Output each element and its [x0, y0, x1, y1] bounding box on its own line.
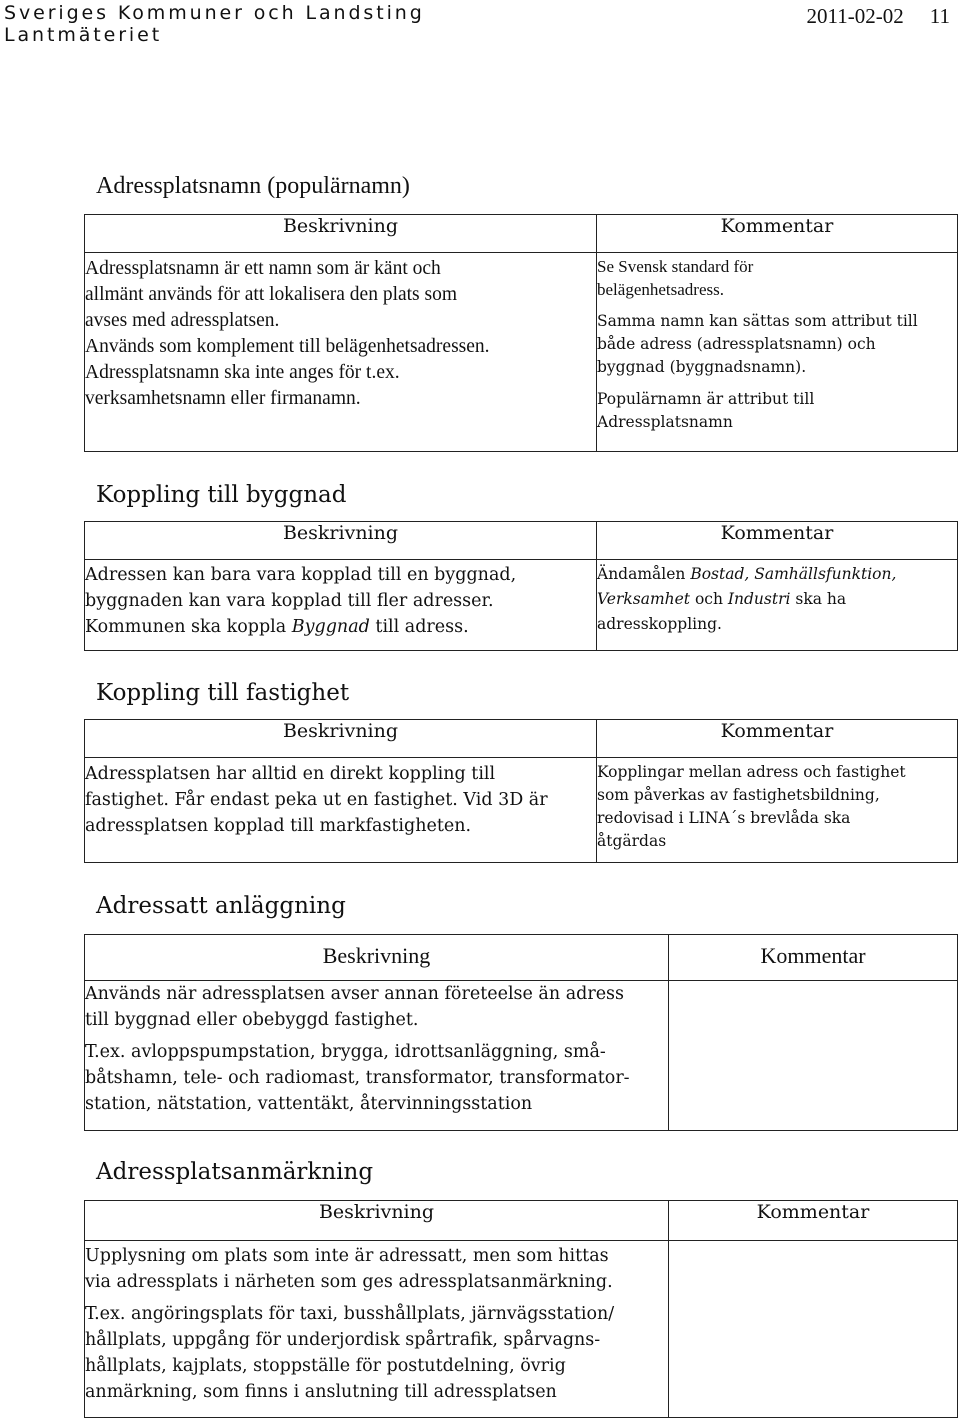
text-line: hållplats, uppgång för underjordisk spårtrafik, spårvagns- — [85, 1330, 601, 1350]
text-line — [597, 587, 957, 612]
column-header-kommentar: Kommentar — [669, 935, 958, 981]
description-cell — [85, 758, 597, 863]
column-header-beskrivning: Beskrivning — [85, 935, 669, 981]
text-line: adressplatsen kopplad till markfastigheten. — [85, 816, 472, 836]
text-run: Kommunen ska koppla — [85, 617, 292, 637]
text-run: och — [690, 590, 728, 608]
text-line: Används när adressplatsen avser annan företeelse än adress — [85, 984, 625, 1004]
column-header-beskrivning: Beskrivning — [85, 215, 597, 253]
text-run: till adress. — [369, 617, 469, 637]
section-title-koppling-fastighet: Koppling till fastighet — [96, 680, 350, 706]
table-adressplatsnamn — [84, 214, 958, 452]
text-line: T.ex. angöringsplats för taxi, busshållplats, järnvägsstation/ — [85, 1304, 615, 1324]
text-line: verksamhetsnamn eller firmanamn. — [85, 388, 361, 409]
text-line: både adress (adressplatsnamn) och — [597, 335, 876, 353]
page-number: 11 — [929, 4, 950, 28]
description-cell — [85, 1241, 669, 1418]
text-run: Ändamålen — [597, 565, 691, 583]
section-title-koppling-byggnad: Koppling till byggnad — [96, 482, 347, 508]
text-line: T.ex. avloppspumpstation, brygga, idrottsanläggning, små- — [85, 1042, 606, 1062]
text-line: Används som komplement till belägenhetsadressen. — [85, 336, 490, 357]
italic-term: Byggnad — [291, 617, 370, 637]
text-line: Adressplatsnamn ska inte anges för t.ex. — [85, 362, 400, 383]
comment-cell — [669, 1241, 958, 1418]
header-meta — [781, 4, 950, 29]
table-adressplatsanmarkning — [84, 1200, 958, 1418]
italic-term: Industri — [727, 590, 791, 608]
text-run: ska ha — [790, 590, 847, 608]
comment-cell — [597, 560, 958, 651]
text-line: anmärkning, som finns i anslutning till adressplatsen — [85, 1382, 557, 1402]
text-line: Samma namn kan sättas som attribut till — [597, 312, 918, 330]
text-line: Se Svensk standard för — [597, 257, 754, 276]
text-line: Kopplingar mellan adress och fastighet — [597, 763, 906, 781]
italic-term: Bostad, Samhällsfunktion, — [690, 565, 897, 583]
description-cell — [85, 981, 669, 1131]
section-title-adressatt-anlaggning: Adressatt anläggning — [96, 893, 346, 919]
org-line-1: Sveriges Kommuner och Landsting — [4, 2, 425, 24]
comment-cell — [597, 253, 958, 452]
text-line: via adressplats i närheten som ges adressplatsanmärkning. — [85, 1272, 613, 1292]
column-header-kommentar: Kommentar — [597, 720, 958, 758]
column-header-kommentar: Kommentar — [669, 1201, 958, 1241]
text-line: adresskoppling. — [597, 615, 722, 633]
text-line: båtshamn, tele- och radiomast, transformator, transformator- — [85, 1068, 630, 1088]
text-line: station, nätstation, vattentäkt, återvinningsstation — [85, 1094, 533, 1114]
text-line: avses med adressplatsen. — [85, 310, 280, 331]
organization-header — [4, 2, 425, 46]
table-koppling-fastighet — [84, 719, 958, 863]
table-koppling-byggnad — [84, 521, 958, 651]
text-line: Adressplatsnamn — [597, 413, 733, 431]
text-line: byggnad (byggnadsnamn). — [597, 358, 807, 376]
text-line: som påverkas av fastighetsbildning, — [597, 786, 880, 804]
column-header-kommentar: Kommentar — [597, 215, 958, 253]
text-line: redovisad i LINA´s brevlåda ska — [597, 809, 851, 827]
org-line-2: Lantmäteriet — [4, 24, 163, 46]
column-header-kommentar: Kommentar — [597, 522, 958, 560]
description-cell — [85, 253, 597, 452]
italic-term: Verksamhet — [597, 590, 691, 608]
text-line: hållplats, kajplats, stoppställe för postutdelning, övrig — [85, 1356, 566, 1376]
text-line — [85, 614, 596, 640]
text-line: åtgärdas — [597, 832, 667, 850]
text-line: Upplysning om plats som inte är adressatt, men som hittas — [85, 1246, 609, 1266]
text-line: belägenhetsadress. — [597, 280, 724, 299]
text-line: Adressplatsen har alltid en direkt koppling till — [85, 764, 496, 784]
section-title-adressplatsanmarkning: Adressplatsanmärkning — [96, 1159, 374, 1185]
column-header-beskrivning: Beskrivning — [85, 522, 597, 560]
header-date: 2011-02-02 — [806, 4, 904, 28]
column-header-beskrivning: Beskrivning — [85, 1201, 669, 1241]
comment-cell — [669, 981, 958, 1131]
description-cell — [85, 560, 597, 651]
text-line: till byggnad eller obebyggd fastighet. — [85, 1010, 419, 1030]
text-line: allmänt används för att lokalisera den plats som — [85, 284, 458, 305]
text-line: Adressplatsnamn är ett namn som är känt och — [85, 258, 441, 279]
table-adressatt-anlaggning — [84, 934, 958, 1131]
text-line: Populärnamn är attribut till — [597, 390, 815, 408]
comment-cell — [597, 758, 958, 863]
section-title-adressplatsnamn: Adressplatsnamn (populärnamn) — [96, 173, 410, 199]
text-line — [597, 562, 957, 587]
text-line: Adressen kan bara vara kopplad till en byggnad, — [85, 565, 517, 585]
text-line: byggnaden kan vara kopplad till fler adresser. — [85, 591, 494, 611]
column-header-beskrivning: Beskrivning — [85, 720, 597, 758]
text-line: fastighet. Får endast peka ut en fastighet. Vid 3D är — [85, 790, 548, 810]
